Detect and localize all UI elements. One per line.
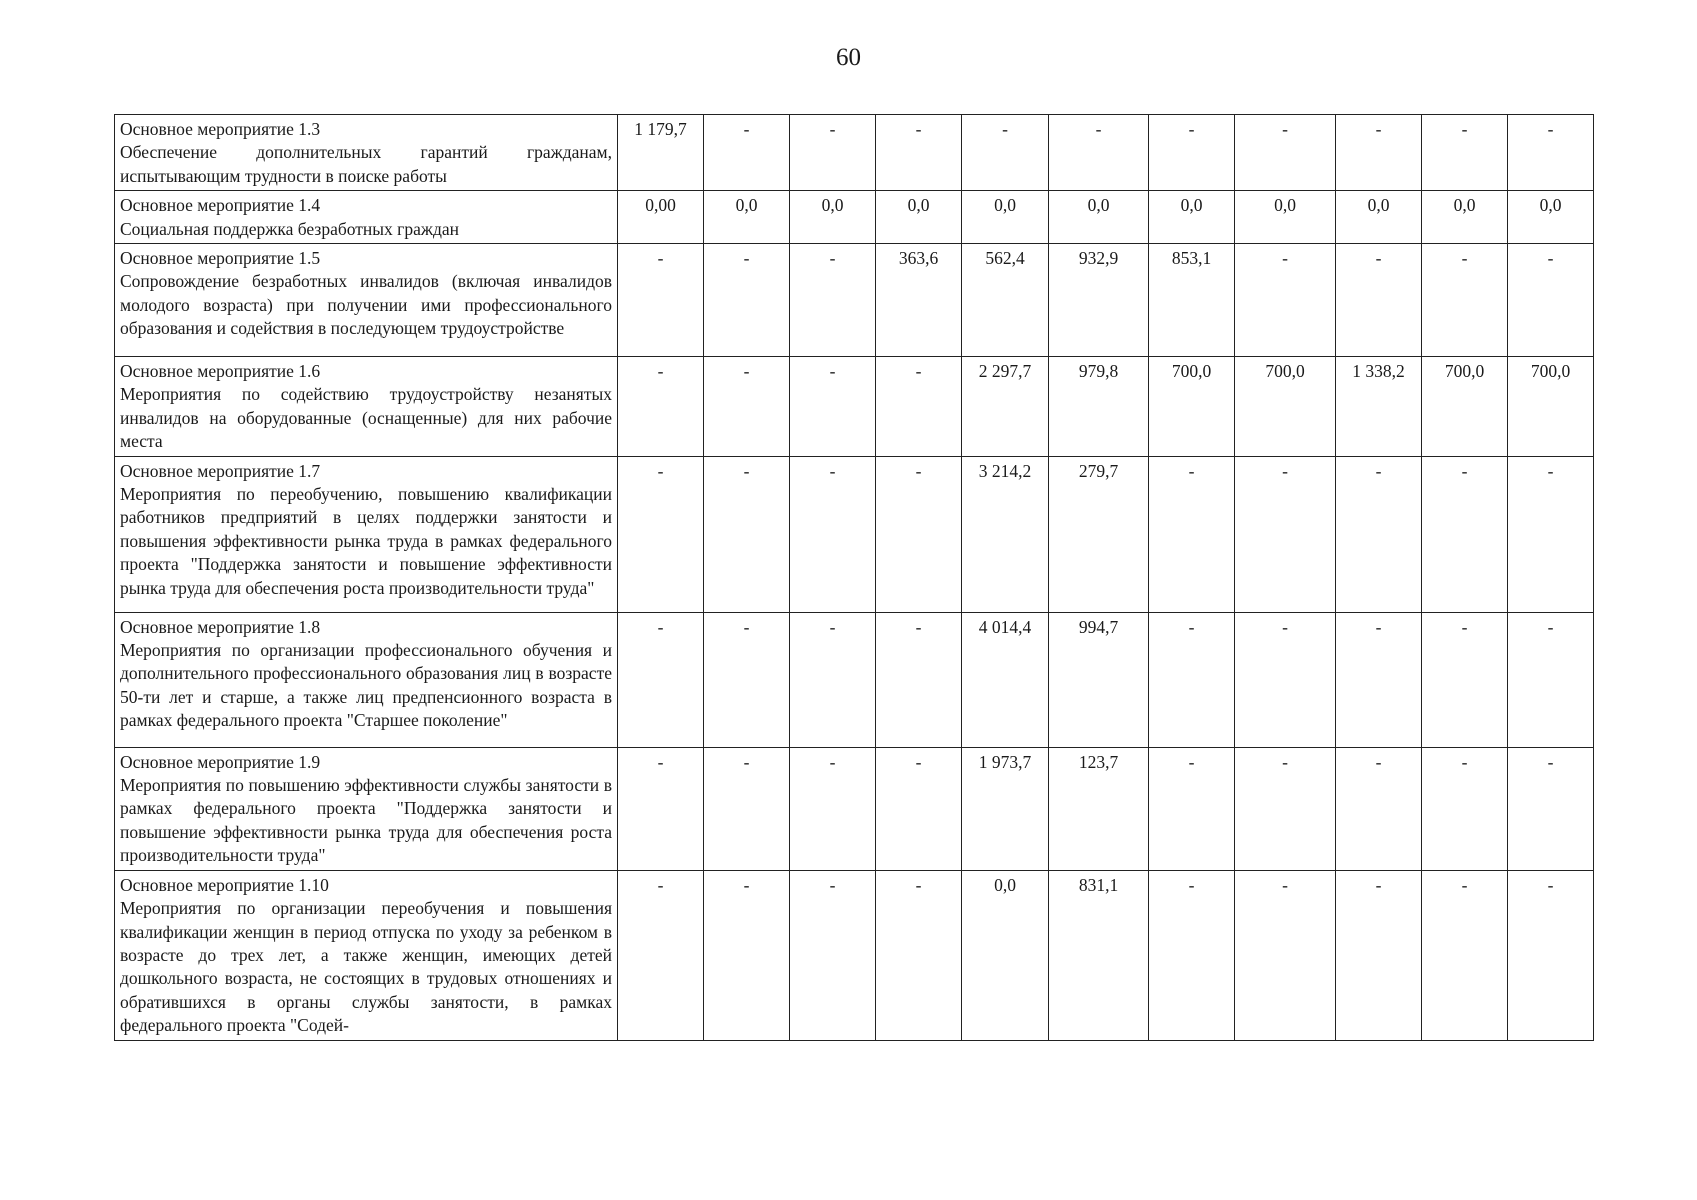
measure-description: Мероприятия по организации переобучения и повышения квалификации женщин в период отпуска по уходу за ребенком в возрасте до трех лет, а также женщин, имеющих детей дошкольного возраста, не состоящих в трудовых отношениях и обратившихся в органы службы занятости, в рамках федерального проекта "Содей- [120, 898, 612, 1036]
value-cell: - [1508, 870, 1594, 1040]
value-cell: - [704, 115, 790, 191]
value-cell: - [1336, 244, 1422, 357]
measure-description: Социальная поддержка безработных граждан [120, 218, 459, 239]
measure-title: Основное мероприятие 1.8 [120, 616, 321, 637]
value-cell: 994,7 [1049, 612, 1149, 747]
value-cell: 562,4 [962, 244, 1049, 357]
measure-description: Обеспечение дополнительных гарантий гражданам, испытывающим трудности в поиске работы [120, 142, 612, 186]
value-cell: 363,6 [876, 244, 962, 357]
measure-description-cell [115, 456, 618, 612]
value-cell: - [1508, 747, 1594, 870]
value-cell: 700,0 [1508, 357, 1594, 457]
value-cell: - [1336, 456, 1422, 612]
value-cell: - [962, 115, 1049, 191]
budget-table [114, 114, 1594, 1041]
value-cell: - [1336, 870, 1422, 1040]
value-cell: - [790, 612, 876, 747]
value-cell: - [704, 357, 790, 457]
value-cell: 932,9 [1049, 244, 1149, 357]
measure-description-cell [115, 747, 618, 870]
value-cell: - [1049, 115, 1149, 191]
measure-description: Мероприятия по организации профессионального обучения и дополнительного профессионального образования лиц в возрасте 50-ти лет и старше, а также лиц предпенсионного возраста в рамках федерального проекта "Старшее поколение" [120, 640, 612, 731]
measure-description: Мероприятия по переобучению, повышению квалификации работников предприятий в целях поддержки занятости и повышения эффективности рынка труда в рамках федерального проекта "Поддержка занятости и повышение эффективности рынка труда для обеспечения роста производительности труда" [120, 484, 612, 598]
value-cell: - [618, 244, 704, 357]
value-cell: - [790, 747, 876, 870]
value-cell: 700,0 [1149, 357, 1235, 457]
measure-description-cell [115, 612, 618, 747]
value-cell: - [704, 456, 790, 612]
table-row [115, 115, 1594, 191]
value-cell: - [1149, 747, 1235, 870]
value-cell: - [704, 244, 790, 357]
value-cell: 1 179,7 [618, 115, 704, 191]
value-cell: - [618, 357, 704, 457]
value-cell: - [876, 357, 962, 457]
table-row [115, 191, 1594, 244]
value-cell: - [1336, 115, 1422, 191]
value-cell: - [1422, 870, 1508, 1040]
value-cell: - [1235, 244, 1336, 357]
value-cell: - [618, 612, 704, 747]
value-cell: - [790, 244, 876, 357]
value-cell: - [790, 357, 876, 457]
value-cell: 0,0 [704, 191, 790, 244]
value-cell: - [1235, 870, 1336, 1040]
measure-title: Основное мероприятие 1.5 [120, 248, 321, 269]
measure-title: Основное мероприятие 1.6 [120, 361, 321, 382]
measure-description-cell [115, 870, 618, 1040]
value-cell: 0,0 [1149, 191, 1235, 244]
table-row [115, 870, 1594, 1040]
value-cell: 1 338,2 [1336, 357, 1422, 457]
value-cell: 0,0 [1049, 191, 1149, 244]
value-cell: - [876, 456, 962, 612]
value-cell: 3 214,2 [962, 456, 1049, 612]
value-cell: 700,0 [1235, 357, 1336, 457]
measure-description-cell [115, 357, 618, 457]
value-cell: 0,0 [962, 191, 1049, 244]
value-cell: 831,1 [1049, 870, 1149, 1040]
value-cell: 279,7 [1049, 456, 1149, 612]
table-row [115, 747, 1594, 870]
value-cell: - [1508, 456, 1594, 612]
value-cell: - [1235, 456, 1336, 612]
value-cell: 123,7 [1049, 747, 1149, 870]
value-cell: - [704, 747, 790, 870]
measure-description-cell [115, 191, 618, 244]
value-cell: - [876, 870, 962, 1040]
value-cell: - [618, 870, 704, 1040]
value-cell: 0,0 [962, 870, 1049, 1040]
value-cell: - [618, 747, 704, 870]
value-cell: 0,0 [1508, 191, 1594, 244]
measure-title: Основное мероприятие 1.7 [120, 460, 321, 481]
measure-title: Основное мероприятие 1.3 [120, 119, 321, 139]
table-row [115, 456, 1594, 612]
value-cell: - [1149, 870, 1235, 1040]
value-cell: 0,0 [876, 191, 962, 244]
measure-description-cell [115, 244, 618, 357]
measure-description-cell [115, 115, 618, 191]
measure-title: Основное мероприятие 1.9 [120, 751, 321, 772]
page-number: 60 [836, 44, 861, 71]
value-cell: - [704, 870, 790, 1040]
value-cell: - [1336, 747, 1422, 870]
measure-description: Мероприятия по содействию трудоустройству незанятых инвалидов на оборудованные (оснащенные) для них рабочие места [120, 384, 612, 452]
value-cell: - [618, 456, 704, 612]
table-row [115, 244, 1594, 357]
value-cell: - [1336, 612, 1422, 747]
value-cell: - [1422, 115, 1508, 191]
value-cell: - [1422, 747, 1508, 870]
value-cell: - [1422, 612, 1508, 747]
measure-title: Основное мероприятие 1.10 [120, 874, 329, 895]
value-cell: - [1235, 747, 1336, 870]
value-cell: - [1235, 612, 1336, 747]
value-cell: - [876, 612, 962, 747]
value-cell: 0,00 [618, 191, 704, 244]
value-cell: 700,0 [1422, 357, 1508, 457]
value-cell: - [1508, 244, 1594, 357]
table-row [115, 612, 1594, 747]
value-cell: - [876, 115, 962, 191]
value-cell: - [1235, 115, 1336, 191]
value-cell: 2 297,7 [962, 357, 1049, 457]
value-cell: 0,0 [790, 191, 876, 244]
value-cell: - [1149, 612, 1235, 747]
value-cell: - [1149, 456, 1235, 612]
value-cell: - [1422, 244, 1508, 357]
value-cell: 0,0 [1336, 191, 1422, 244]
value-cell: - [790, 115, 876, 191]
table-body [115, 115, 1594, 1041]
value-cell: - [790, 456, 876, 612]
value-cell: 0,0 [1235, 191, 1336, 244]
value-cell: - [1149, 115, 1235, 191]
value-cell: 1 973,7 [962, 747, 1049, 870]
value-cell: - [790, 870, 876, 1040]
value-cell: 979,8 [1049, 357, 1149, 457]
table-row [115, 357, 1594, 457]
value-cell: 0,0 [1422, 191, 1508, 244]
value-cell: - [1508, 115, 1594, 191]
measure-description: Мероприятия по повышению эффективности службы занятости в рамках федерального проекта "Поддержка занятости и повышение эффективности рынка труда для обеспечения роста производительности труда" [120, 775, 612, 866]
value-cell: - [1508, 612, 1594, 747]
measure-description: Сопровождение безработных инвалидов (включая инвалидов молодого возраста) при получении ими профессионального образования и содействия в последующем трудоустройстве [120, 271, 612, 339]
value-cell: 4 014,4 [962, 612, 1049, 747]
value-cell: 853,1 [1149, 244, 1235, 357]
value-cell: - [704, 612, 790, 747]
measure-title: Основное мероприятие 1.4 [120, 195, 321, 216]
value-cell: - [1422, 456, 1508, 612]
value-cell: - [876, 747, 962, 870]
